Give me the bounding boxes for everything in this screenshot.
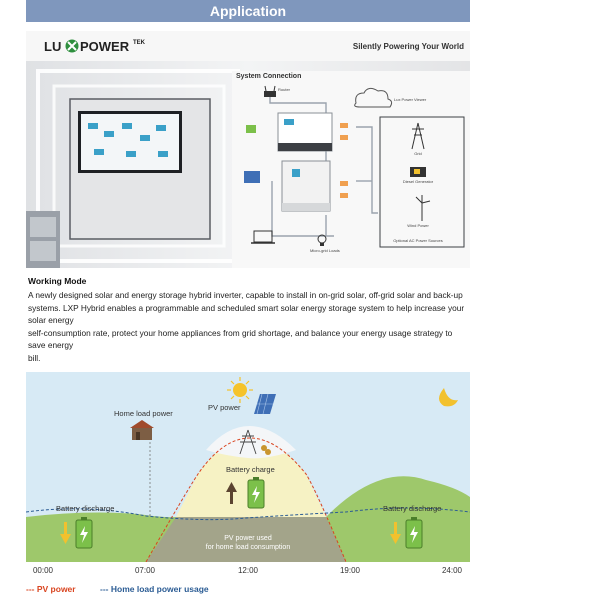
slogan: Silently Powering Your World bbox=[352, 42, 464, 51]
time-tick: 24:00 bbox=[441, 566, 463, 575]
legend-home-load bbox=[100, 584, 209, 594]
battery-discharge-right-icon bbox=[406, 517, 422, 548]
optional-label: Optional AC Power Sources bbox=[393, 238, 443, 243]
working-mode-illustration bbox=[26, 372, 470, 562]
working-mode-svg bbox=[26, 372, 470, 562]
pv-used-label-2: for home load consumption bbox=[205, 544, 291, 551]
pv-power-label: PV power bbox=[208, 403, 241, 412]
time-axis bbox=[26, 566, 470, 578]
brand-left: LU bbox=[44, 39, 62, 54]
working-mode-description bbox=[28, 289, 474, 364]
grid-label: Grid bbox=[414, 151, 422, 156]
generator-label: Diesel Generator bbox=[402, 179, 434, 184]
home-load-power-label: Home load power bbox=[114, 409, 173, 418]
inverter-top-icon bbox=[278, 113, 332, 151]
wind-label: Wind Power bbox=[407, 223, 429, 228]
generator-icon bbox=[410, 167, 426, 177]
viewer-label: Lux Power Viewer bbox=[394, 97, 427, 102]
system-connection-title: System Connection bbox=[236, 73, 302, 80]
battery-charge-label: Battery charge bbox=[226, 465, 275, 474]
description-line: A newly designed solar and energy storage hybrid inverter, capable to install in on-grid solar, off-grid solar and back-up bbox=[28, 290, 463, 300]
battery-discharge-right-label: Battery discharge bbox=[383, 504, 442, 513]
description-line: solar energy bbox=[28, 315, 74, 325]
legend-dash: --- bbox=[100, 584, 111, 594]
time-tick: 12:00 bbox=[237, 566, 259, 575]
time-tick: 19:00 bbox=[339, 566, 361, 575]
time-tick: 07:00 bbox=[134, 566, 156, 575]
legend-pv-label: PV power bbox=[36, 584, 76, 594]
router-label: Router bbox=[278, 87, 291, 92]
battery-discharge-left-label: Battery discharge bbox=[56, 504, 115, 513]
description-line: save energy bbox=[28, 340, 74, 350]
battery-discharge-left-icon bbox=[76, 517, 92, 548]
solar-panel-icon bbox=[244, 171, 260, 183]
legend-dash: --- bbox=[26, 584, 37, 594]
battery-charge-icon bbox=[248, 477, 264, 508]
inverter-bottom-icon bbox=[282, 161, 330, 211]
brand-right: POWER bbox=[80, 39, 130, 54]
page-title: Application bbox=[26, 0, 470, 22]
legend-home-load-label: Home load power usage bbox=[110, 584, 209, 594]
product-photo bbox=[26, 31, 470, 268]
pv-used-label-1: PV power used bbox=[224, 535, 272, 542]
description-line: systems. LXP Hybrid enables a programmable and scheduled smart solar energy storage system to help increase your bbox=[28, 302, 465, 313]
time-tick: 00:00 bbox=[32, 566, 54, 575]
brand-sup: TEK bbox=[133, 40, 145, 46]
loads-label: Micro-grid Loads bbox=[310, 248, 340, 253]
description-line: bill. bbox=[28, 352, 41, 363]
working-mode-title: Working Mode bbox=[28, 276, 87, 286]
legend-pv-power bbox=[26, 584, 76, 594]
description-line: self-consumption rate, protect your home appliances from grid shortage, and balance your energy usage strategy to bbox=[28, 327, 453, 338]
battery-icon bbox=[246, 125, 256, 133]
photo-illustration bbox=[26, 31, 470, 268]
logo-x-icon bbox=[66, 40, 79, 53]
